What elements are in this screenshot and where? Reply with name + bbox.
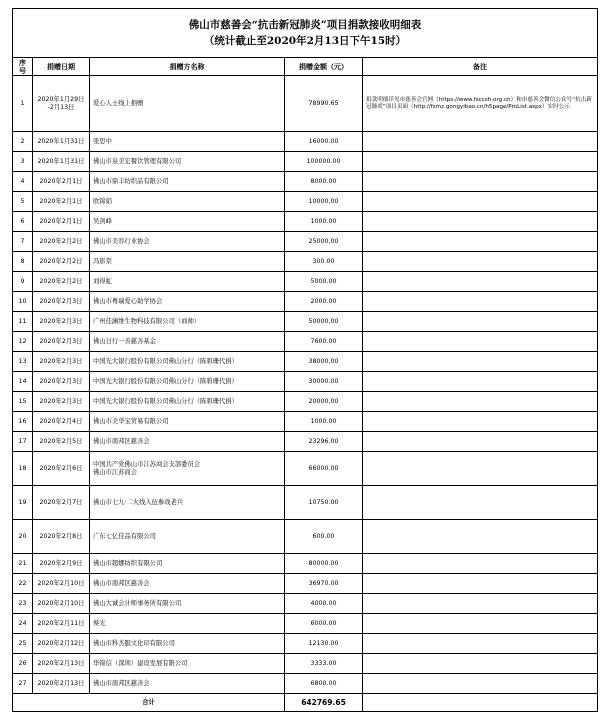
- table-row: [13, 132, 598, 152]
- table-row: [13, 232, 598, 252]
- row-number: 2: [13, 132, 33, 152]
- row-donor: 吴剑峰: [90, 212, 285, 232]
- row-note: [363, 232, 598, 252]
- row-amount: 25000.00: [285, 232, 363, 252]
- row-date: 2020年2月11日: [33, 614, 90, 634]
- row-date: 2020年2月3日: [33, 312, 90, 332]
- row-number: 5: [13, 192, 33, 212]
- row-date: 2020年2月3日: [33, 392, 90, 412]
- row-note: [363, 292, 598, 312]
- row-date: 2020年2月5日: [33, 432, 90, 452]
- row-donor: 爱心人士线上捐赠: [90, 76, 285, 132]
- total-row: [13, 694, 598, 712]
- table-body: [13, 76, 598, 694]
- row-number: 8: [13, 252, 33, 272]
- row-note: [363, 594, 598, 614]
- row-note: [363, 372, 598, 392]
- row-donor: 中国光大银行股份有限公司佛山分行（陈碧珊代捐）: [90, 352, 285, 372]
- row-amount: 1000.00: [285, 412, 363, 432]
- row-number: 20: [13, 520, 33, 554]
- row-note: [363, 412, 598, 432]
- table-row: [13, 252, 598, 272]
- row-donor: 张思中: [90, 132, 285, 152]
- table-row: [13, 392, 598, 412]
- row-amount: 36970.00: [285, 574, 363, 594]
- header-no: 序号: [13, 58, 33, 76]
- table-row: [13, 192, 598, 212]
- row-date: 2020年2月3日: [33, 352, 90, 372]
- row-note: [363, 152, 598, 172]
- row-note: 捐款明细详见市慈善会官网（https://www.fsccsh.org.cn）和市慈善会微信公众号“抗击新冠肺炎”项目页面（http://fsmz.gongyibao.cn/h5page/ProList.aspx）实时公示: [363, 76, 598, 132]
- row-amount: 100000.00: [285, 152, 363, 172]
- row-note: [363, 192, 598, 212]
- row-number: 3: [13, 152, 33, 172]
- row-amount: 2000.00: [285, 292, 363, 312]
- row-date: 2020年2月4日: [33, 412, 90, 432]
- row-amount: 23296.00: [285, 432, 363, 452]
- row-number: 19: [13, 486, 33, 520]
- row-date: 2020年2月6日: [33, 452, 90, 486]
- row-date: 2020年2月12日: [33, 634, 90, 654]
- row-amount: 10000.00: [285, 192, 363, 212]
- row-date: 2020年2月10日: [33, 594, 90, 614]
- table-row: [13, 432, 598, 452]
- title-row: [13, 9, 598, 58]
- row-note: [363, 392, 598, 412]
- page-title: [13, 9, 598, 58]
- row-note: [363, 614, 598, 634]
- row-date: 2020年1月31日: [33, 132, 90, 152]
- row-number: 26: [13, 654, 33, 674]
- row-note: [363, 312, 598, 332]
- row-date: 2020年2月2日: [33, 272, 90, 292]
- row-donor: 华锦信（深圳）建设发展有限公司: [90, 654, 285, 674]
- row-number: 16: [13, 412, 33, 432]
- row-note: [363, 172, 598, 192]
- row-amount: 38000.00: [285, 352, 363, 372]
- row-number: 25: [13, 634, 33, 654]
- row-note: [363, 132, 598, 152]
- row-amount: 3333.00: [285, 654, 363, 674]
- row-note: [363, 332, 598, 352]
- row-note: [363, 654, 598, 674]
- row-amount: 5000.00: [285, 272, 363, 292]
- row-number: 11: [13, 312, 33, 332]
- row-number: 10: [13, 292, 33, 312]
- table-row: [13, 312, 598, 332]
- header-row: [13, 58, 598, 76]
- row-amount: 300.00: [285, 252, 363, 272]
- row-donor: 佛山市科杰服文化印有限公司: [90, 634, 285, 654]
- row-donor: 欧锦娟: [90, 192, 285, 212]
- row-date: 2020年1月29日 -2月13日: [33, 76, 90, 132]
- table-row: [13, 614, 598, 634]
- row-note: [363, 486, 598, 520]
- row-amount: 600.00: [285, 520, 363, 554]
- row-number: 9: [13, 272, 33, 292]
- table-row: [13, 352, 598, 372]
- row-amount: 20000.00: [285, 392, 363, 412]
- row-donor: 佛山市美容行业协会: [90, 232, 285, 252]
- row-note: [363, 212, 598, 232]
- row-donor: 佛山市南邦区慈善会: [90, 674, 285, 694]
- row-note: [363, 452, 598, 486]
- row-amount: 8000.00: [285, 172, 363, 192]
- row-donor: 广州佳澜维生物科技有限公司（商帅）: [90, 312, 285, 332]
- row-note: [363, 252, 598, 272]
- table-row: [13, 292, 598, 312]
- row-amount: 50000.00: [285, 312, 363, 332]
- table-row: [13, 272, 598, 292]
- row-amount: 6800.00: [285, 674, 363, 694]
- row-amount: 30000.00: [285, 372, 363, 392]
- row-number: 18: [13, 452, 33, 486]
- table-row: [13, 372, 598, 392]
- row-number: 22: [13, 574, 33, 594]
- row-donor: 佛山市南邦区慈善会: [90, 574, 285, 594]
- table-row: [13, 212, 598, 232]
- row-number: 12: [13, 332, 33, 352]
- total-label: 合计: [13, 694, 285, 712]
- row-donor: 中国共产党佛山市江苏商会支部委员会 佛山市江苏商会: [90, 452, 285, 486]
- table-row: [13, 554, 598, 574]
- row-donor: 广东七亿佳品有限公司: [90, 520, 285, 554]
- row-amount: 6000.00: [285, 614, 363, 634]
- row-donor: 佛山市泉美宏餐饮管理有限公司: [90, 152, 285, 172]
- row-note: [363, 520, 598, 554]
- table-row: [13, 76, 598, 132]
- title-line-1: 佛山市慈善会“抗击新冠肺炎”项目捐款接收明细表: [188, 19, 422, 31]
- row-number: 7: [13, 232, 33, 252]
- row-donor: 佛山市超娜纺织有限公司: [90, 554, 285, 574]
- row-donor: 佛山市鼎丰纺织品有限公司: [90, 172, 285, 192]
- row-note: [363, 574, 598, 594]
- row-amount: 12130.00: [285, 634, 363, 654]
- table-row: [13, 634, 598, 654]
- row-date: 2020年2月7日: [33, 486, 90, 520]
- total-amount: 642769.65: [285, 694, 363, 712]
- table-row: [13, 654, 598, 674]
- row-amount: 4000.00: [285, 594, 363, 614]
- row-number: 17: [13, 432, 33, 452]
- header-amount: 捐赠金额（元）: [285, 58, 363, 76]
- row-number: 6: [13, 212, 33, 232]
- header-date: 捐赠日期: [33, 58, 90, 76]
- row-amount: 1000.00: [285, 212, 363, 232]
- row-note: [363, 674, 598, 694]
- row-number: 1: [13, 76, 33, 132]
- row-date: 2020年2月3日: [33, 292, 90, 312]
- table-row: [13, 594, 598, 614]
- row-donor: 冯影棠: [90, 252, 285, 272]
- row-note: [363, 352, 598, 372]
- header-note: 备注: [363, 58, 598, 76]
- row-note: [363, 634, 598, 654]
- table-row: [13, 332, 598, 352]
- row-amount: 10750.00: [285, 486, 363, 520]
- row-date: 2020年2月8日: [33, 520, 90, 554]
- row-donor: 佛山日行一善慈善基金: [90, 332, 285, 352]
- row-number: 15: [13, 392, 33, 412]
- row-date: 2020年2月3日: [33, 332, 90, 352]
- row-donor: 佛山市美华宝贸易有限公司: [90, 412, 285, 432]
- row-date: 2020年2月1日: [33, 212, 90, 232]
- row-donor: 佛山市七九·二火线入伍参战老兵: [90, 486, 285, 520]
- row-number: 21: [13, 554, 33, 574]
- table-row: [13, 486, 598, 520]
- row-date: 2020年2月9日: [33, 554, 90, 574]
- table-row: [13, 674, 598, 694]
- row-date: 2020年2月2日: [33, 232, 90, 252]
- row-date: 2020年1月31日: [33, 152, 90, 172]
- row-date: 2020年2月13日: [33, 674, 90, 694]
- table-row: [13, 520, 598, 554]
- row-amount: 78990.65: [285, 76, 363, 132]
- row-number: 13: [13, 352, 33, 372]
- row-date: 2020年2月13日: [33, 654, 90, 674]
- row-date: 2020年2月10日: [33, 574, 90, 594]
- row-donor: 中国光大银行股份有限公司佛山分行（陈碧珊代捐）: [90, 372, 285, 392]
- row-number: 23: [13, 594, 33, 614]
- row-date: 2020年2月3日: [33, 372, 90, 392]
- total-note: [363, 694, 598, 712]
- donation-table: [12, 8, 598, 712]
- table-row: [13, 574, 598, 594]
- row-amount: 66000.00: [285, 452, 363, 486]
- table-row: [13, 412, 598, 432]
- donation-sheet: [12, 8, 597, 712]
- row-donor: 佛山大诚会计师事务所有限公司: [90, 594, 285, 614]
- row-amount: 80000.00: [285, 554, 363, 574]
- table-row: [13, 452, 598, 486]
- row-donor: 佛山市南邦区慈善会: [90, 432, 285, 452]
- row-date: 2020年2月2日: [33, 252, 90, 272]
- row-number: 24: [13, 614, 33, 634]
- row-date: 2020年2月1日: [33, 172, 90, 192]
- row-date: 2020年2月1日: [33, 192, 90, 212]
- row-number: 27: [13, 674, 33, 694]
- row-amount: 16000.00: [285, 132, 363, 152]
- row-donor: 刘得虹: [90, 272, 285, 292]
- header-donor: 捐赠方名称: [90, 58, 285, 76]
- row-amount: 7600.00: [285, 332, 363, 352]
- row-note: [363, 554, 598, 574]
- title-line-2: （统计截止至2020年2月13日下午15时）: [203, 35, 407, 47]
- row-donor: 中国光大银行股份有限公司佛山分行（陈碧珊代捐）: [90, 392, 285, 412]
- row-number: 4: [13, 172, 33, 192]
- row-donor: 蔡光: [90, 614, 285, 634]
- row-note: [363, 432, 598, 452]
- table-row: [13, 152, 598, 172]
- row-number: 14: [13, 372, 33, 392]
- row-note: [363, 272, 598, 292]
- row-donor: 佛山市粤瑞爱心助学协会: [90, 292, 285, 312]
- table-row: [13, 172, 598, 192]
